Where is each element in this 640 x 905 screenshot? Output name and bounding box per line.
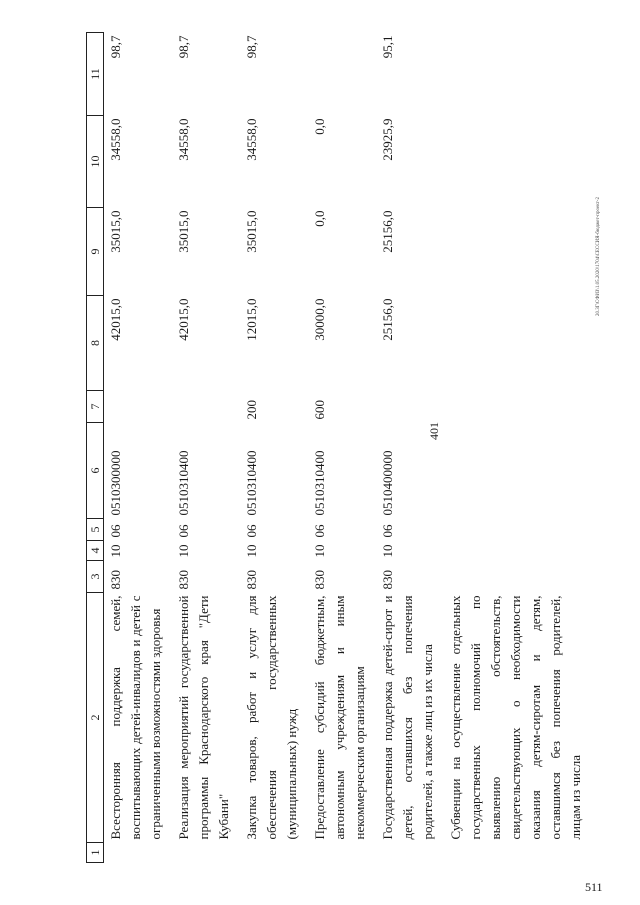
cell-c4: 10 <box>244 544 259 558</box>
cell-num <box>376 843 444 863</box>
cell-desc: Закупка товаров, работ и услуг для обеспечения государственных (муниципальных) нужд <box>244 595 299 840</box>
cell-c7 <box>444 391 592 423</box>
cell-c6: 0510400000 <box>380 450 395 516</box>
table-row <box>376 33 444 863</box>
cell-c5: 06 <box>312 524 327 538</box>
cell-num <box>172 843 240 863</box>
cell-c4: 10 <box>176 544 191 558</box>
table-header-row <box>87 33 104 863</box>
cell-c8: 42015,0 <box>176 298 191 341</box>
cell-c4: 10 <box>108 544 123 558</box>
column-header-8: 8 <box>87 296 104 391</box>
cell-c5: 06 <box>244 524 259 538</box>
cell-c11 <box>308 33 376 116</box>
cell-c10: 34558,0 <box>176 118 191 161</box>
budget-table <box>86 32 592 863</box>
cell-c10: 34558,0 <box>244 118 259 161</box>
table-row <box>172 33 240 863</box>
cell-c9: 25156,0 <box>380 210 395 253</box>
cell-c10 <box>444 116 592 208</box>
cell-c3: 830 <box>176 570 191 590</box>
cell-c6: 0510310400 <box>176 450 191 516</box>
cell-c3: 830 <box>312 570 327 590</box>
table-row <box>444 33 592 863</box>
cell-c7 <box>376 391 444 423</box>
cell-c5: 06 <box>108 524 123 538</box>
cell-c7 <box>172 391 240 423</box>
table-row <box>240 33 308 863</box>
cell-c7: 200 <box>244 400 259 420</box>
column-header-7: 7 <box>87 391 104 423</box>
cell-desc: Предоставление субсидий бюджетным, автономным учреждениям и иным некоммерческим организациям <box>312 595 367 840</box>
cell-c10: 0,0 <box>312 118 327 135</box>
cell-num <box>240 843 308 863</box>
cell-c11: 98,7 <box>108 35 123 59</box>
cell-c8: 25156,0 <box>380 298 395 341</box>
cell-c9: 35015,0 <box>176 210 191 253</box>
cell-c10: 23925,9 <box>380 118 395 161</box>
cell-c8 <box>444 296 592 391</box>
cell-c6: 0510300000 <box>108 450 123 516</box>
table-row <box>104 33 173 863</box>
cell-c4 <box>444 541 592 561</box>
cell-c3: 830 <box>244 570 259 590</box>
cell-c9: 35015,0 <box>244 210 259 253</box>
cell-c5: 06 <box>176 524 191 538</box>
cell-c8: 30000,0 <box>312 298 327 341</box>
cell-c4: 10 <box>380 544 395 558</box>
cell-c6: 0510310400 <box>312 450 327 516</box>
column-header-5: 5 <box>87 519 104 541</box>
column-header-1: 1 <box>87 843 104 863</box>
cell-desc: Всесторонняя поддержка семей, воспитывающих детей-инвалидов и детей с ограниченными возможностями здоровья <box>108 595 163 840</box>
cell-num <box>444 843 592 863</box>
cell-c6 <box>444 423 592 519</box>
rotated-table-wrapper <box>86 33 616 863</box>
cell-c4: 10 <box>312 544 327 558</box>
column-header-3: 3 <box>87 561 104 593</box>
column-header-6: 6 <box>87 423 104 519</box>
cell-c3: 830 <box>380 570 395 590</box>
page-number-bottom: 511 <box>585 880 603 894</box>
cell-c6: 0510310400 <box>244 450 259 516</box>
cell-c5: 06 <box>380 524 395 538</box>
column-header-4: 4 <box>87 541 104 561</box>
cell-c11: 98,7 <box>244 35 259 59</box>
cell-desc: Государственная поддержка детей-сирот и детей, оставшихся без попечения родителей, а также лиц из их числа <box>380 595 435 840</box>
cell-num <box>308 843 376 863</box>
cell-c7 <box>104 391 173 423</box>
table-row <box>308 33 376 863</box>
cell-c11: 95,1 <box>380 35 395 59</box>
cell-c8: 42015,0 <box>108 298 123 341</box>
cell-num <box>104 843 173 863</box>
cell-c3 <box>444 561 592 593</box>
cell-desc: Субвенции на осуществление отдельных государственных полномочий по выявлению обстоятельств, свидетельствующих о необходимости оказания детям-сиротам и детям, оставшимся без попечения родителей, лицам из числа <box>448 595 583 840</box>
column-header-11: 11 <box>87 33 104 116</box>
cell-c5 <box>444 519 592 541</box>
column-header-2: 2 <box>87 593 104 843</box>
column-header-10: 10 <box>87 116 104 208</box>
cell-c7: 600 <box>312 400 327 420</box>
cell-c8: 12015,0 <box>244 298 259 341</box>
cell-c11: 98,7 <box>176 35 191 59</box>
cell-desc: Реализация мероприятий государственной программы Краснодарского края "Дети Кубани" <box>176 595 231 840</box>
column-header-9: 9 <box>87 208 104 296</box>
cell-c9: 35015,0 <box>108 210 123 253</box>
side-stamp: 20.3Г\СФИЗ\1.05.2020\1704\СЕССИЯ-бюджет-проект-2 <box>596 197 601 316</box>
cell-c9 <box>444 208 592 296</box>
page-number-top: 401 <box>427 422 441 440</box>
cell-c9: 0,0 <box>312 210 327 227</box>
cell-c10: 34558,0 <box>108 118 123 161</box>
cell-c3: 830 <box>108 570 123 590</box>
cell-c11 <box>444 33 592 116</box>
